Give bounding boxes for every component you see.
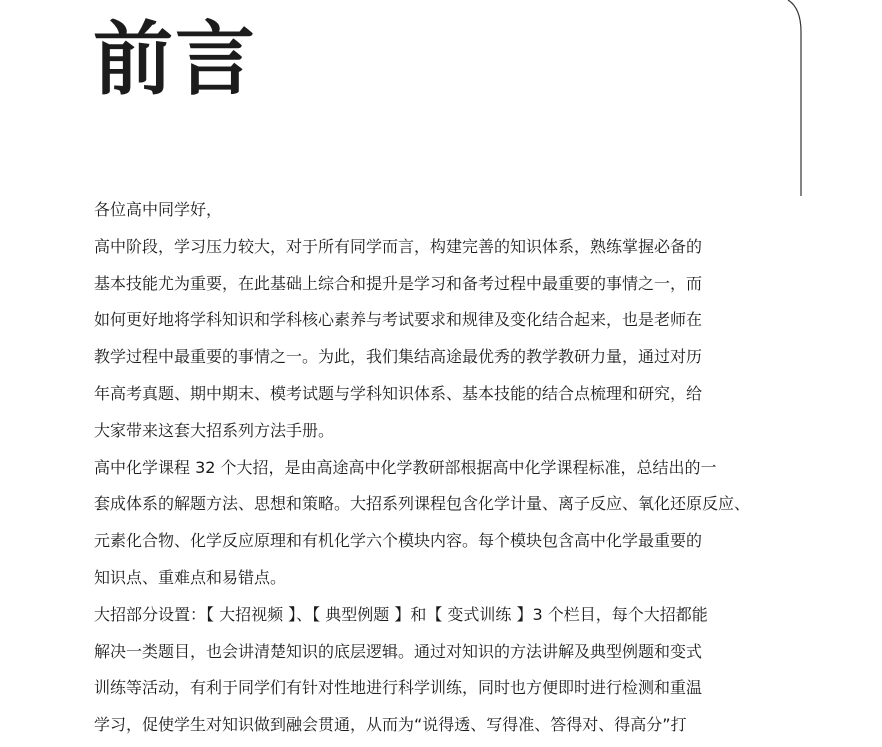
text-line: 大家带来这套大招系列方法手册。 (94, 420, 335, 440)
corner-decoration (760, 0, 820, 200)
text-line: 套成体系的解题方法、思想和策略。大招系列课程包含化学计量、离子反应、氧化还原反应、 (94, 494, 751, 514)
text-line: 年高考真题、期中期末、模考试题与学科知识体系、基本技能的结合点梳理和研究，给 (94, 383, 703, 403)
text-line: 教学过程中最重要的事情之一。为此，我们集结高途最优秀的教学教研力量，通过对历 (94, 347, 703, 367)
text-line: 知识点、重难点和易错点。 (94, 567, 287, 587)
text-line: 解决一类题目，也会讲清楚知识的底层逻辑。通过对知识的方法讲解及典型例题和变式 (94, 641, 703, 661)
text-line: 高中阶段，学习压力较大，对于所有同学而言，构建完善的知识体系，熟练掌握必备的 (94, 236, 703, 256)
paragraph-structure (94, 597, 804, 744)
paragraph-intro (94, 229, 804, 450)
preface-body (94, 192, 804, 744)
text-line: 如何更好地将学科知识和学科核心素养与考试要求和规律及变化结合起来，也是老师在 (94, 310, 703, 330)
text-line: 基本技能尤为重要，在此基础上综合和提升是学习和备考过程中最重要的事情之一，而 (94, 273, 703, 293)
text-line: 元素化合物、化学反应原理和有机化学六个模块内容。每个模块包含高中化学最重要的 (94, 531, 703, 551)
text-line: 训练等活动，有利于同学们有针对性地进行科学训练，同时也方便即时进行检测和重温 (94, 678, 703, 698)
page-title: 前言 (93, 13, 257, 106)
greeting-line: 各位高中同学好， (94, 200, 223, 219)
paragraph-course (94, 450, 804, 597)
text-line: 高中化学课程 32 个大招，是由高途高中化学教研部根据高中化学课程标准，总结出的一 (94, 457, 717, 477)
text-line: 学习，促使学生对知识做到融会贯通，从而为“说得透、写得准、答得对、得高分”打 (94, 715, 687, 735)
text-line: 大招部分设置：【 大招视频 】、【 典型例题 】和【 变式训练 】3 个栏目，每个大招都能 (94, 604, 708, 624)
